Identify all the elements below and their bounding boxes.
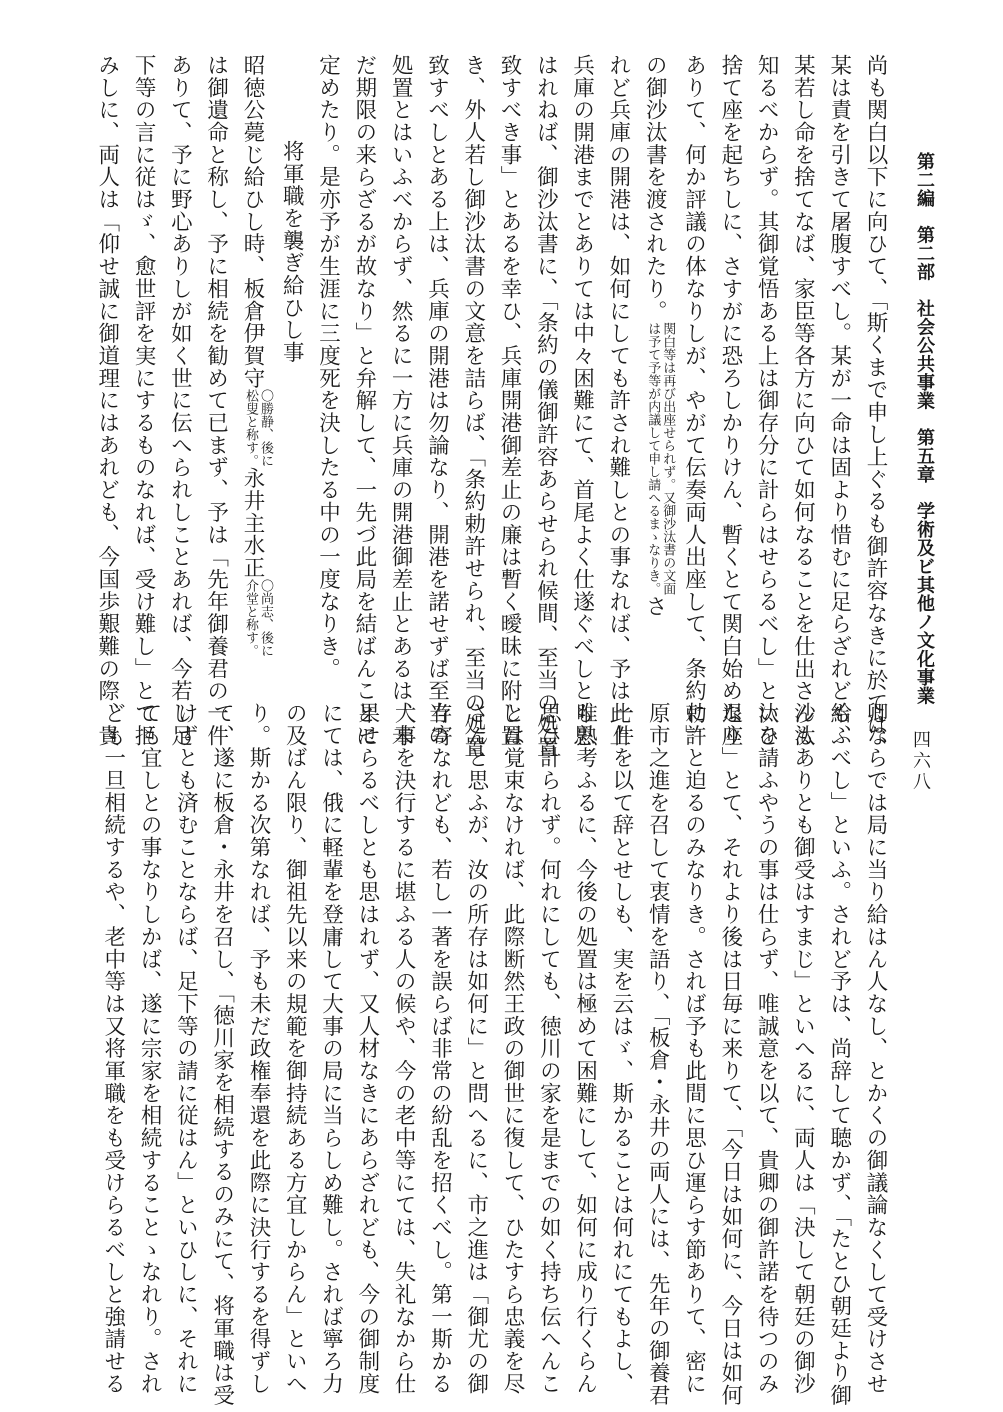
- text-line: 下等の言に従はゞ、愈世評を実にするものなれば、受け難し」とて拒: [131, 54, 157, 747]
- text-line: り。斯かる次第なれば、予も未だ政権奉還を此際に決行するを得ずし: [245, 702, 271, 1395]
- text-line: 尚も関白以下に向ひて、「斯くまで申し上ぐるも御許容なきに於ては、: [863, 54, 888, 759]
- text-line: の及ばん限り、御祖先以来の規範を御持続ある方宜しからん」といへ: [282, 702, 308, 1395]
- lower-text-block: [63, 702, 893, 1407]
- note-line: 関白等は再び出座せられず。又御沙汰書の文面: [660, 322, 676, 596]
- text-line: さんと思ふが、汝の所存は如何に」と問へるに、市之進は「御尤の御: [463, 702, 489, 1395]
- text-line: 大事を決行するに堪ふる人の候や、今の老中等にては、失礼なから仕: [391, 702, 417, 1395]
- text-line: みしに、両人は「仰せ誠に御道理にはあれども、今国歩艱難の際、貴: [94, 54, 120, 747]
- text-line: けずとも済むことならば、足下等の請に従はん」といひしに、それに: [173, 702, 199, 1395]
- header-chapter-title: 学術及ビ其他ノ文化事業: [914, 501, 935, 705]
- inline-note: [645, 322, 675, 595]
- text-line: 唯熟考ふるに、今後の処置は極めて困難にして、如何に成り行くらん: [572, 702, 598, 1395]
- text-line: 一件を以て辞とせしも、実を云はゞ、斯かることは何れにてもよし、: [608, 702, 634, 1395]
- inline-note: [243, 389, 273, 467]
- text-line: は御遺命と称し、予に相続を勧めて已まず、予は「先年御養君の一件: [203, 54, 229, 747]
- text-line: とは覚束なければ、此際断然王政の御世に復して、ひたすら忠義を尽: [500, 702, 526, 1395]
- text-line: 定めたり。是亦予が生涯に三度死を決したる中の一度なりき。: [315, 54, 341, 680]
- text-segment: の御沙汰書を渡されたり。: [642, 54, 668, 323]
- upper-text-block: [63, 54, 893, 759]
- page-number: 四六八: [910, 730, 931, 793]
- text-line: れど兵庫の開港は、如何にしても許され難しとの事なれば、予は此上: [605, 54, 631, 747]
- note-line: は予て予等が内議して申し請へるまゝなりき。: [645, 322, 661, 596]
- text-line: 知るべからず。其御覚悟ある上は御存分に計らはせらるべし」といひ: [754, 54, 780, 747]
- text-line: 沙汰ありとも御受はすまじ」といへるに、両人は「決して朝廷の御沙: [790, 702, 816, 1395]
- text-line: に」と迫るのみなりき。されば予も此間に思ひ運らす節ありて、密に: [681, 702, 707, 1395]
- text-line: だ期限の来らざるが故なり」と弁解して、一先づ此局を結ばんことに: [351, 54, 377, 747]
- header-section: 社会公共事業: [914, 299, 935, 410]
- inline-note: [243, 579, 273, 657]
- note-line: 介堂と称す。: [242, 579, 258, 657]
- header-chapter: 第五章: [914, 428, 935, 484]
- text-line: 某は責を引きて屠腹すべし。某が一命は固より惜むに足らざれども、: [826, 54, 852, 747]
- text-line: 致すべしとある上は、兵庫の開港は勿論なり、開港を諾せずば至当の: [424, 54, 450, 747]
- text-line: にては、俄に軽輩を登庸して大事の局に当らしめ難し。されば寧ろ力: [318, 702, 344, 1395]
- text-line: なり」とて、それより後は日毎に来りて、「今日は如何に、今日は如何: [717, 702, 743, 1407]
- text-segment: 永井主水正: [239, 467, 265, 579]
- text-line: き、外人若し御沙汰書の文意を詰らば、「条約勅許せられ、至当の処置: [460, 54, 486, 759]
- text-line: 兵庫の開港までとありては中々困難にて、首尾よく仕遂ぐべしとも思: [569, 54, 595, 747]
- text-line: ありて、何か評議の体なりしが、やがて伝奏両人出座して、条約勅許: [681, 54, 707, 747]
- text-segment: 昭徳公薨じ給ひし時、板倉伊賀守: [239, 54, 265, 390]
- note-line: 松叟と称す。: [242, 389, 258, 468]
- text-line: 存寄なれども、若し一著を誤らば非常の紛乱を招くべし。第一斯かる: [427, 702, 453, 1395]
- header-part: 第二編: [914, 152, 935, 208]
- text-line: 某若し命を捨てなば、家臣等各方に向ひて如何なることを仕出さんも: [790, 54, 816, 747]
- text-line: 致すべき事」とあるを幸ひ、兵庫開港御差止の廉は暫く曖昧に附し置: [497, 54, 523, 747]
- note-line: 〇尚志、後に: [257, 579, 273, 657]
- header-division: 第二部: [914, 225, 935, 281]
- running-header: [911, 152, 937, 705]
- text-line: 汰を請ふやうの事は仕らず、唯誠意を以て、貴卿の御許諾を待つのみ: [754, 702, 780, 1395]
- section-heading: 将軍職を襲ぎ給ひし事: [279, 140, 305, 364]
- text-line: ありて、予に野心ありしが如く世に伝へられしことあれば、今若し足: [167, 54, 193, 747]
- text-line: ども一旦相続するや、老中等は又将軍職をも受けらるべしと強請せる: [100, 702, 126, 1395]
- text-line: 卿ならでは局に当り給はん人なし、とかくの御議論なくして受けさせ: [863, 702, 888, 1395]
- text-line: て、遂に板倉・永井を召し、「徳川家を相続するのみにて、将軍職は受: [209, 702, 235, 1407]
- text-line: [636, 54, 675, 639]
- text-line: 処置とはいふべからず、然るに一方に兵庫の開港御差止とあるは、未: [388, 54, 414, 747]
- text-line: 給ふべし」といふ。されど予は、尚辞して聴かず、「たとひ朝廷より御: [826, 702, 852, 1407]
- note-line: 〇勝静、後に: [257, 389, 273, 468]
- text-line: ても宜しとの事なりしかば、遂に宗家を相続することゝなれり。され: [137, 702, 163, 1395]
- text-line: 思ひ計られず。何れにしても、徳川の家を是までの如く持ち伝へんこ: [536, 702, 562, 1395]
- text-line: はれねば、御沙汰書に、「条約の儀御許容あらせられ候間、至当の処置: [533, 54, 559, 759]
- text-segment: さ: [642, 595, 668, 618]
- text-line: 原市之進を召して衷情を語り、「板倉・永井の両人には、先年の御養君: [645, 702, 671, 1407]
- text-line: 果せらるべしとも思はれず、又人材なきにあらざれども、今の御制度: [354, 702, 380, 1395]
- text-line: [234, 54, 273, 657]
- text-line: 捨て座を起ちしに、さすがに恐ろしかりけん、暫くとて関白始め退座: [717, 54, 743, 747]
